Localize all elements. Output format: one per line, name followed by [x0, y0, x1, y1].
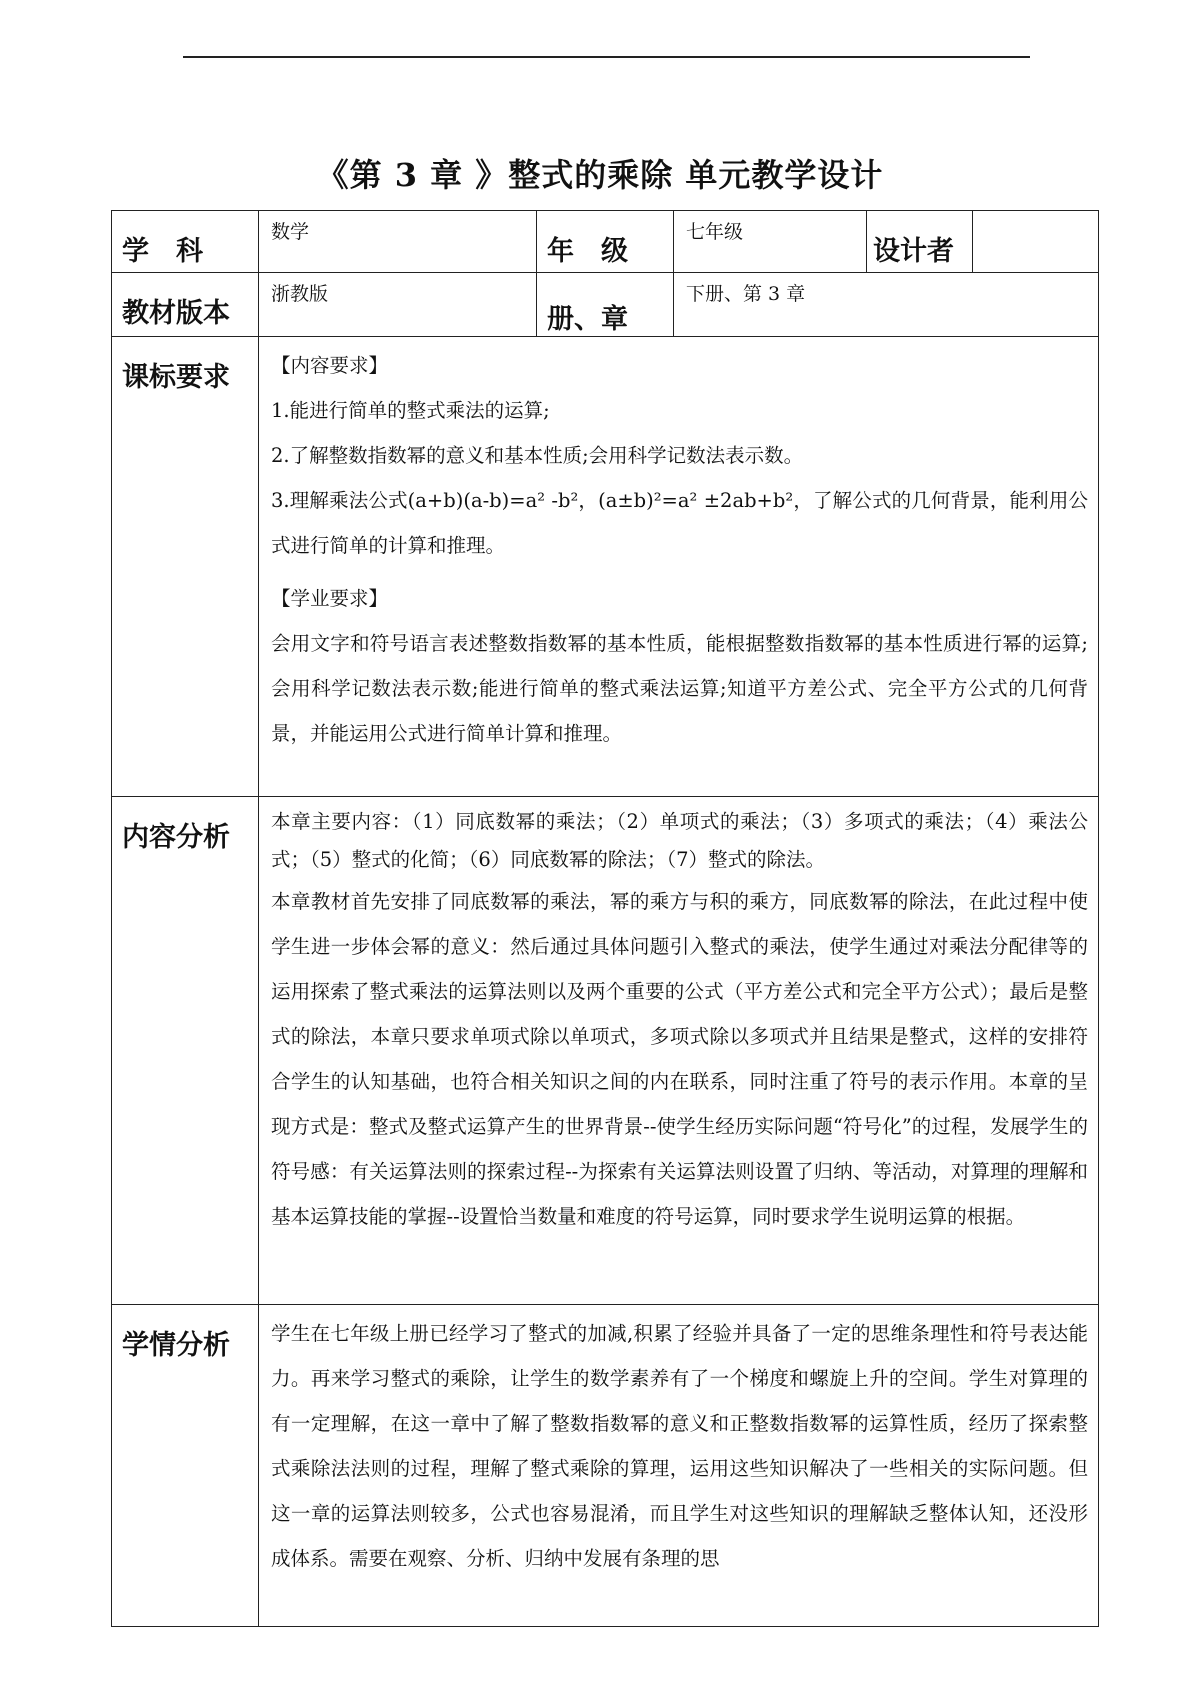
student-analysis-paragraph: 学生在七年级上册已经学习了整式的加减,积累了经验并具备了一定的思维条理性和符号表达能力。再来学习整式的乘除，让学生的数学素养有了一个梯度和螺旋上升的空间。学生对算理的有一定理解，在这一章中了解了整数指数幂的意义和正整数指数幂的运算性质，经历了探索整式乘除法法则的过程，理解了整式乘除的算理，运用这些知识解决了一些相关的实际问题。但这一章的运算法则较多，公式也容易混淆，而且学生对这些知识的理解缺乏整体认知，还没形成体系。需要在观察、分析、归纳中发展有条理的思	[271, 1322, 1088, 1570]
standards-label: 课标要求	[112, 337, 259, 797]
info-row-2	[112, 273, 1099, 337]
student-analysis-row	[112, 1305, 1099, 1627]
content-analysis-label: 内容分析	[112, 797, 259, 1305]
subject-label: 学 科	[112, 211, 259, 273]
content-analysis-detail: 本章教材首先安排了同底数幂的乘法，幂的乘方与积的乘方，同底数幂的除法，在此过程中使学生进一步体会幂的意义：然后通过具体问题引入整式的乘法，使学生通过对乘法分配律等的运用探索了整式乘法的运算法则以及两个重要的公式（平方差公式和完全平方公式）；最后是整式的除法，本章只要求单项式除以单项式，多项式除以多项式并且结果是整式，这样的安排符合学生的认知基础，也符合相关知识之间的内在联系，同时注重了符号的表示作用。本章的呈现方式是：整式及整式运算产生的世界背景--使学生经历实际问题“符号化”的过程，发展学生的符号感：有关运算法则的探索过程--为探索有关运算法则设置了归纳、等活动，对算理的理解和基本运算技能的掌握--设置恰当数量和难度的符号运算，同时要求学生说明运算的根据。	[271, 890, 1088, 1228]
content-requirement-heading: 【内容要求】	[271, 354, 389, 377]
academic-requirement-heading: 【学业要求】	[271, 587, 389, 610]
student-analysis-text	[259, 1305, 1099, 1627]
standards-row	[112, 337, 1099, 797]
textbook-value: 浙教版	[259, 273, 537, 337]
grade-label: 年 级	[537, 211, 674, 273]
textbook-label: 教材版本	[112, 273, 259, 337]
content-analysis-row	[112, 797, 1099, 1305]
content-analysis-summary: 本章主要内容：（1）同底数幂的乘法；（2）单项式的乘法；（3）多项式的乘法；（4）乘法公式；（5）整式的化简；（6）同底数幂的除法；（7）整式的除法。	[271, 810, 1088, 871]
designer-value	[973, 211, 1099, 273]
designer-label: 设计者	[867, 211, 973, 273]
content-item-2: 2.了解整数指数幂的意义和基本性质;会用科学记数法表示数。	[271, 444, 804, 467]
subject-value: 数学	[259, 211, 537, 273]
content-item-3: 3.理解乘法公式(a+b)(a-b)=a² -b²，(a±b)²=a² ±2ab+b²，了解公式的几何背景，能利用公式进行简单的计算和推理。	[271, 489, 1088, 557]
volume-label: 册、章	[537, 273, 674, 337]
info-row-1	[112, 211, 1099, 273]
standards-content	[259, 337, 1099, 797]
page-title: 《第 3 章 》整式的乘除 单元教学设计	[316, 156, 884, 194]
design-table	[111, 210, 1099, 1627]
content-item-1: 1.能进行简单的整式乘法的运算;	[271, 399, 550, 422]
grade-value: 七年级	[674, 211, 867, 273]
academic-requirement-text: 会用文字和符号语言表述整数指数幂的基本性质，能根据整数指数幂的基本性质进行幂的运算;会用科学记数法表示数;能进行简单的整式乘法运算;知道平方差公式、完全平方公式的几何背景，并能运用公式进行简单计算和推理。	[271, 632, 1088, 745]
content-analysis-text	[259, 797, 1099, 1305]
volume-value: 下册、第 3 章	[674, 273, 1099, 337]
header-rule	[183, 56, 1030, 58]
student-analysis-label: 学情分析	[112, 1305, 259, 1627]
